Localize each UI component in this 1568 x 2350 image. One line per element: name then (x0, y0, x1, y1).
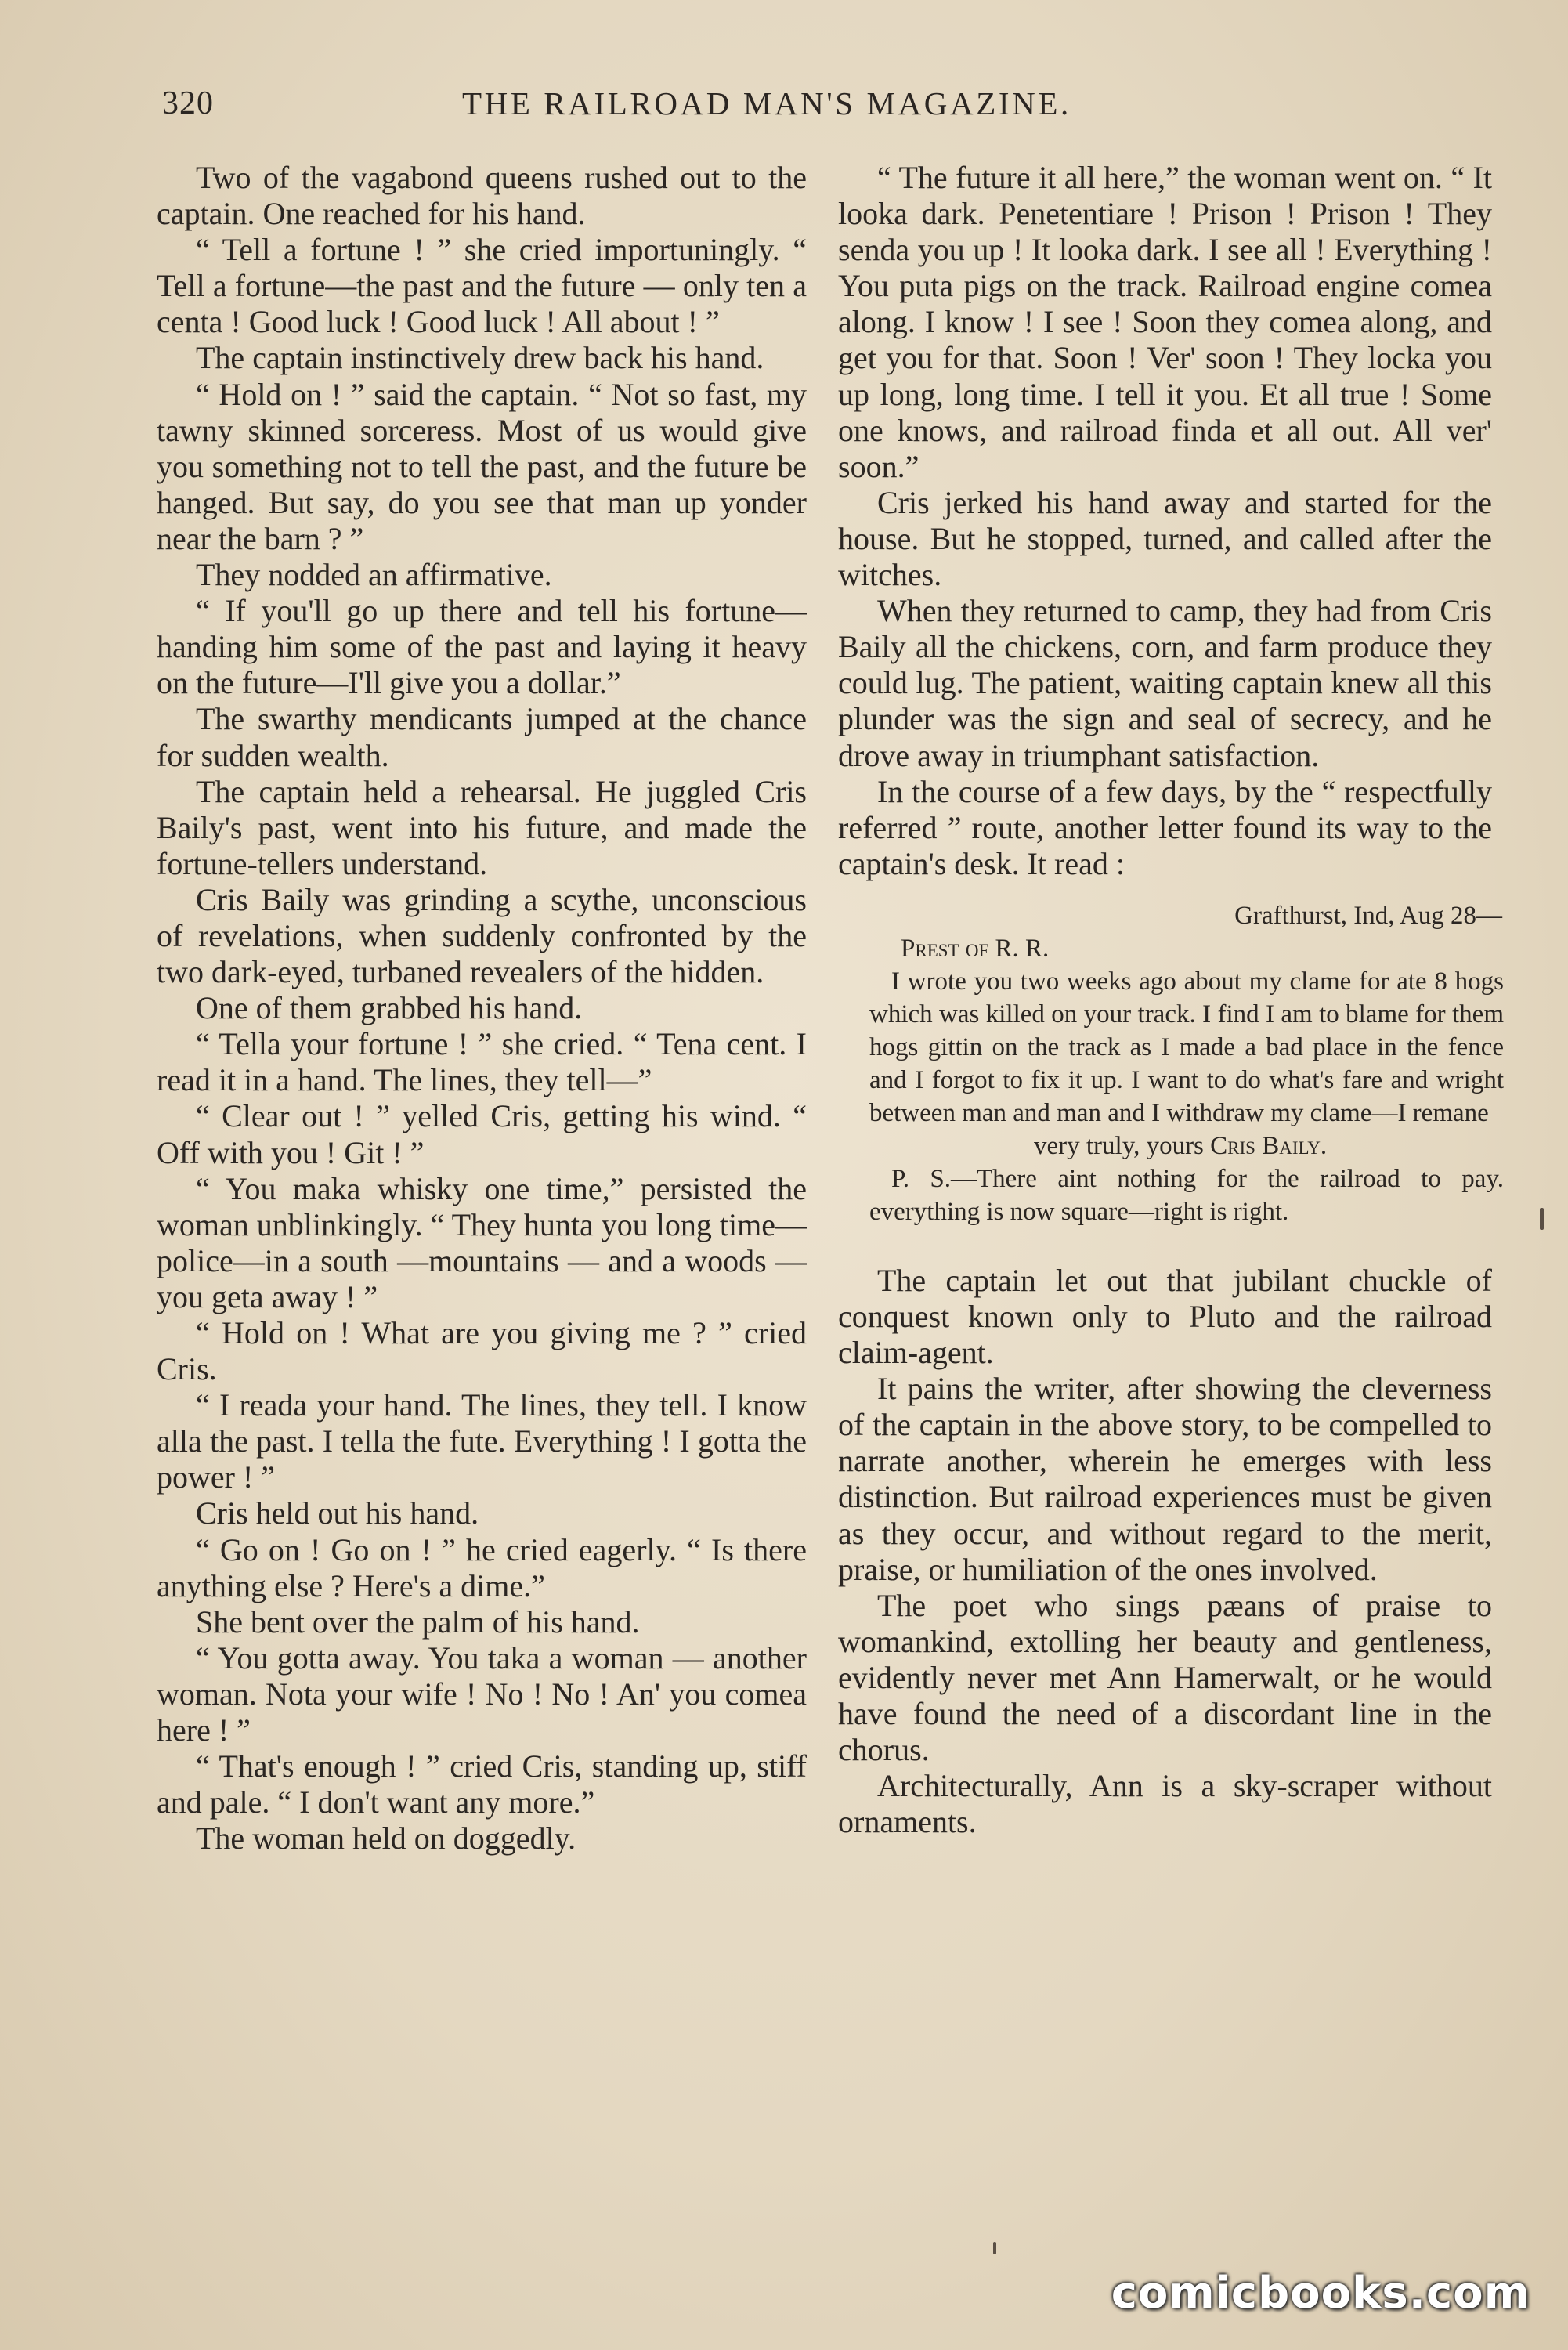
paragraph: “ If you'll go up there and tell his fortune—handing him some of the past and laying it heavy on the future—I'll give you a dollar.” (157, 593, 807, 701)
paragraph: They nodded an affirmative. (196, 557, 552, 593)
quoted-letter (869, 899, 1504, 1228)
letter-signature: Cris Baily. (1210, 1131, 1328, 1160)
paragraph: Cris Baily was grinding a scythe, unconscious of revelations, when suddenly confronted by the two dark-eyed, turbaned revealers of the hidden. (157, 881, 807, 990)
paragraph: “ I reada your hand. The lines, they tell. I know alla the past. I tella the fute. Everything ! I gotta the power ! ” (157, 1387, 807, 1495)
letter-signoff (869, 1130, 1504, 1162)
paragraph: “ Tella your fortune ! ” she cried. “ Tena cent. I read it in a hand. The lines, they tell—” (157, 1026, 807, 1098)
paragraph: The captain let out that jubilant chuckle of conquest known only to Pluto and the railroad claim-agent. (838, 1262, 1492, 1371)
paragraph: The captain instinctively drew back his hand. (196, 340, 764, 376)
paragraph: Cris held out his hand. (196, 1495, 479, 1531)
watermark: comicbooks.com (1111, 2268, 1530, 2319)
paragraph: “ Clear out ! ” yelled Cris, getting his wind. “ Off with you ! Git ! ” (157, 1098, 807, 1170)
paragraph: Architecturally, Ann is a sky-scraper without ornaments. (838, 1768, 1492, 1840)
paragraph: The captain held a rehearsal. He juggled Cris Baily's past, went into his future, and made the fortune-tellers understand. (157, 773, 807, 881)
paragraph: “ That's enough ! ” cried Cris, standing up, stiff and pale. “ I don't want any more.” (157, 1748, 807, 1820)
paragraph: “ Go on ! Go on ! ” he cried eagerly. “ Is there anything else ? Here's a dime.” (157, 1531, 807, 1603)
running-title: THE RAILROAD MAN'S MAGAZINE. (462, 85, 1071, 121)
letter-dateline: Grafthurst, Ind, Aug 28— (1234, 901, 1502, 930)
paragraph: The woman held on doggedly. (196, 1820, 576, 1856)
paragraph: It pains the writer, after showing the cleverness of the captain in the above story, to be compelled to narrate another, wherein he emerges with less distinction. But railroad experiences must be given as they occur, and without regard to the merit, praise, or humiliation of the ones involved. (838, 1371, 1492, 1587)
letter-postscript: P. S.—There aint nothing for the railroad to pay. everything is now square—right is right. (869, 1164, 1504, 1226)
paragraph: “ You maka whisky one time,” persisted the woman unblinkingly. “ They hunta you long time—police—in a south —mountains — and a woods — you geta away ! ” (157, 1170, 807, 1314)
letter-salutation: Prest of R. R. (901, 934, 1050, 963)
paragraph: “ Hold on ! ” said the captain. “ Not so fast, my tawny skinned sorceress. Most of us would give you something not to tell the past, and the future be hanged. But say, do you see that man up yonder near the barn ? ” (157, 376, 807, 556)
page-header (0, 85, 1568, 132)
page-number: 320 (162, 85, 214, 121)
paragraph: She bent over the palm of his hand. (196, 1603, 640, 1640)
left-column (157, 160, 807, 1856)
paragraph: “ Hold on ! What are you giving me ? ” cried Cris. (157, 1315, 807, 1387)
paragraph: Two of the vagabond queens rushed out to the captain. One reached for his hand. (157, 160, 807, 232)
paragraph: Cris jerked his hand away and started for the house. But he stopped, turned, and called after the witches. (838, 484, 1492, 593)
letter-body: I wrote you two weeks ago about my clame for ate 8 hogs which was killed on your track. I find I am to blame for them hogs gittin on the track as I made a bad place in the fence and I forgot to fix it up. I want to do what's fare and wright between man and man and I withdraw my clame—I remane (869, 967, 1504, 1127)
paragraph: “ You gotta away. You taka a woman — another woman. Nota your wife ! No ! No ! An' you comea here ! ” (157, 1640, 807, 1748)
paragraph: In the course of a few days, by the “ respectfully referred ” route, another letter found its way to the captain's desk. It read : (838, 773, 1492, 881)
ink-speck (1540, 1208, 1544, 1230)
paragraph: One of them grabbed his hand. (196, 990, 583, 1026)
paragraph: “ The future it all here,” the woman went on. “ It looka dark. Penetentiare ! Prison ! Prison ! They senda you up ! It looka dark. I see all ! Everything ! You puta pigs on the track. Railroad engine comea along. I know ! I see ! Soon they comea along, and get you for that. Soon ! Ver' soon ! They locka you up long, long time. I tell it you. Et all true ! Some one knows, and railroad finda et all out. All ver' soon.” (838, 160, 1492, 484)
paragraph: The poet who sings pæans of praise to womankind, extolling her beauty and gentleness, evidently never met Ann Hamerwalt, or he would have found the need of a discordant line in the chorus. (838, 1587, 1492, 1768)
ink-speck (993, 2242, 996, 2254)
paragraph: When they returned to camp, they had from Cris Baily all the chickens, corn, and farm produce they could lug. The patient, waiting captain knew all this plunder was the sign and seal of secrecy, and he drove away in triumphant satisfaction. (838, 593, 1492, 773)
letter-closing: very truly, yours (1034, 1131, 1204, 1160)
paragraph: The swarthy mendicants jumped at the chance for sudden wealth. (157, 701, 807, 773)
right-column (838, 160, 1504, 1840)
paragraph: “ Tell a fortune ! ” she cried importuningly. “ Tell a fortune—the past and the future — only ten a centa ! Good luck ! Good luck ! All about ! ” (157, 232, 807, 340)
